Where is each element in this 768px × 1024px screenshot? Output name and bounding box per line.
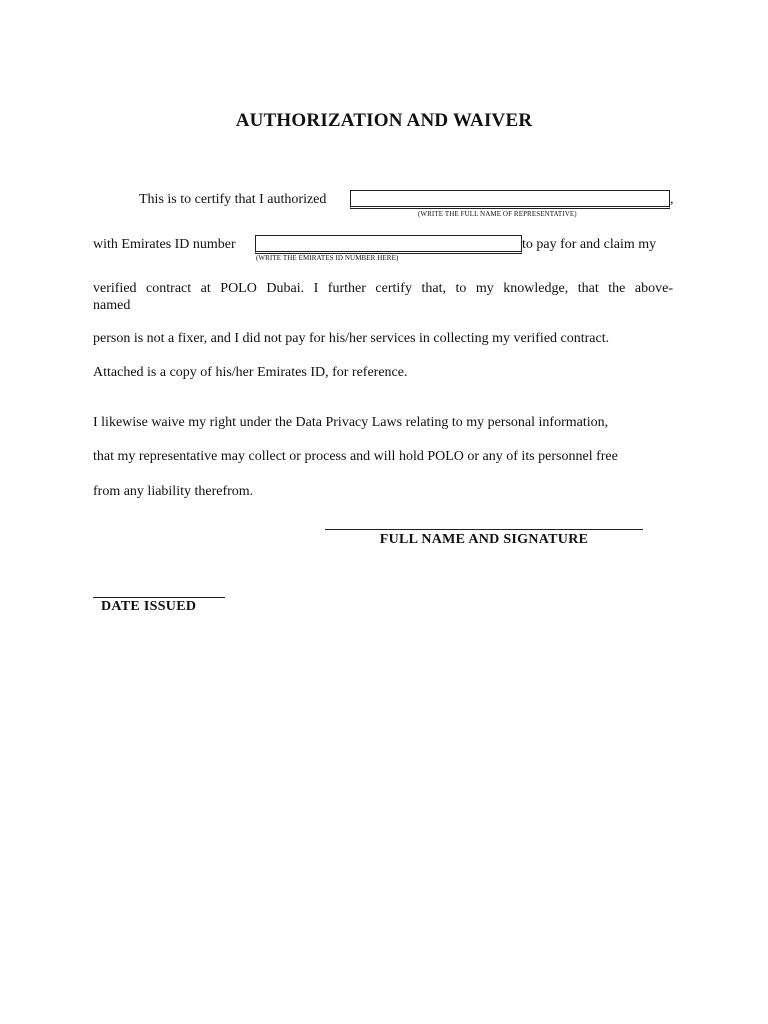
- waiver-line-2: that my representative may collect or process and will hold POLO or any of its personnel free: [93, 449, 618, 464]
- pay-claim-text: to pay for and claim my: [522, 237, 657, 252]
- waiver-line-1: I likewise waive my right under the Data Privacy Laws relating to my personal information,: [93, 415, 609, 430]
- emirates-id-hint: (WRITE THE EMIRATES ID NUMBER HERE): [256, 254, 399, 262]
- attachment-statement: Attached is a copy of his/her Emirates ID, for reference.: [93, 365, 408, 380]
- emirates-id-label: with Emirates ID number: [93, 237, 236, 252]
- date-line[interactable]: [93, 597, 225, 598]
- certify-text: This is to certify that I authorized: [139, 192, 327, 207]
- named-text: named: [93, 298, 131, 313]
- signature-line[interactable]: [325, 529, 643, 530]
- representative-name-hint: (WRITE THE FULL NAME OF REPRESENTATIVE): [418, 210, 577, 218]
- comma-text: ,: [670, 192, 674, 207]
- verified-contract-text: verified contract at POLO Dubai. I further certify that, to my knowledge, that the above-: [93, 281, 673, 296]
- date-issued-label: DATE ISSUED: [101, 599, 197, 614]
- fixer-statement: person is not a fixer, and I did not pay for his/her services in collecting my verified contract.: [93, 331, 610, 346]
- representative-name-field[interactable]: [350, 190, 670, 209]
- document-title: AUTHORIZATION AND WAIVER: [235, 110, 533, 131]
- waiver-line-3: from any liability therefrom.: [93, 484, 254, 499]
- emirates-id-field[interactable]: [255, 235, 522, 254]
- signature-label: FULL NAME AND SIGNATURE: [379, 532, 589, 547]
